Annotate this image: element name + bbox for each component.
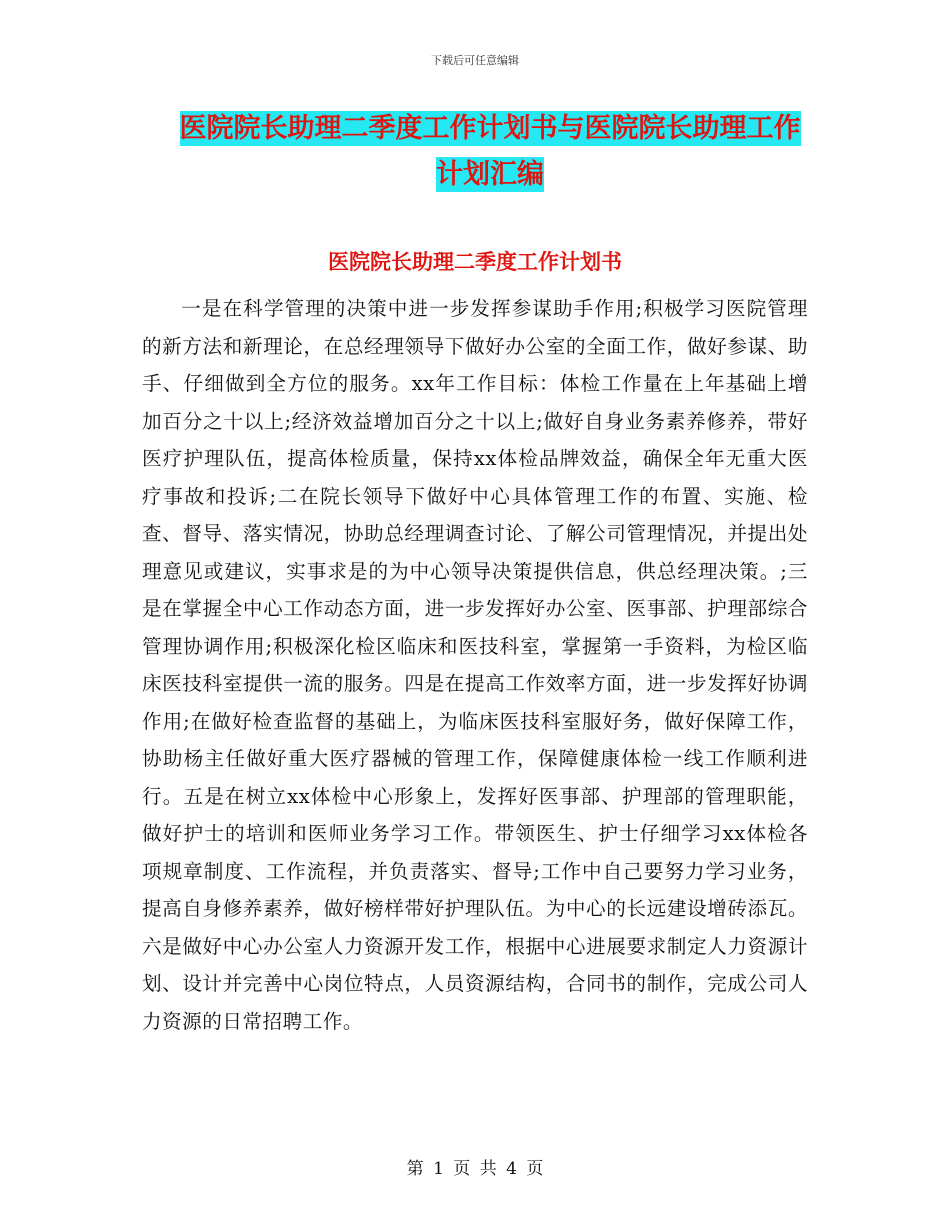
page-number-footer: 第 1 页 共 4 页 — [406, 1159, 544, 1179]
document-title — [170, 106, 810, 198]
section-title: 医院院长助理二季度工作计划书 — [328, 250, 622, 274]
document-title-line-2: 计划汇编 — [436, 159, 544, 190]
body-paragraph: 一是在科学管理的决策中进一步发挥参谋助手作用;积极学习医院管理的新方法和新理论，在总经理领导下做好办公室的全面工作，做好参谋、助手、仔细做到全方位的服务。xx年工作目标：体检工作量在上年基础上增加百分之十以上;经济效益增加百分之十以上;做好自身业务素养修养，带好医疗护理队伍，提高体检质量，保持xx体检品牌效益，确保全年无重大医疗事故和投诉;二在院长领导下做好中心具体管理工作的布置、实施、检查、督导、落实情况，协助总经理调查讨论、了解公司管理情况，并提出处理意见或建议，实事求是的为中心领导决策提供信息，供总经理决策。;三是在掌握全中心工作动态方面，进一步发挥好办公室、医事部、护理部综合管理协调作用;积极深化检区临床和医技科室，掌握第一手资料，为检区临床医技科室提供一流的服务。四是在提高工作效率方面，进一步发挥好协调作用;在做好检查监督的基础上，为临床医技科室服好务，做好保障工作，协助杨主任做好重大医疗器械的管理工作，保障健康体检一线工作顺利进行。五是在树立xx体检中心形象上，发挥好医事部、护理部的管理职能，做好护士的培训和医师业务学习工作。带领医生、护士仔细学习xx体检各项规章制度、工作流程，并负责落实、督导;工作中自己要努力学习业务，提高自身修养素养，做好榜样带好护理队伍。为中心的长远建设增砖添瓦。六是做好中心办公室人力资源开发工作，根据中心进展要求制定人力资源计划、设计并完善中心岗位特点，人员资源结构，合同书的制作，完成公司人力资源的日常招聘工作。 — [142, 297, 808, 1033]
document-title-line-1: 医院院长助理二季度工作计划书与医院院长助理工作 — [179, 113, 801, 144]
header-note: 下载后可任意编辑 — [431, 54, 519, 67]
